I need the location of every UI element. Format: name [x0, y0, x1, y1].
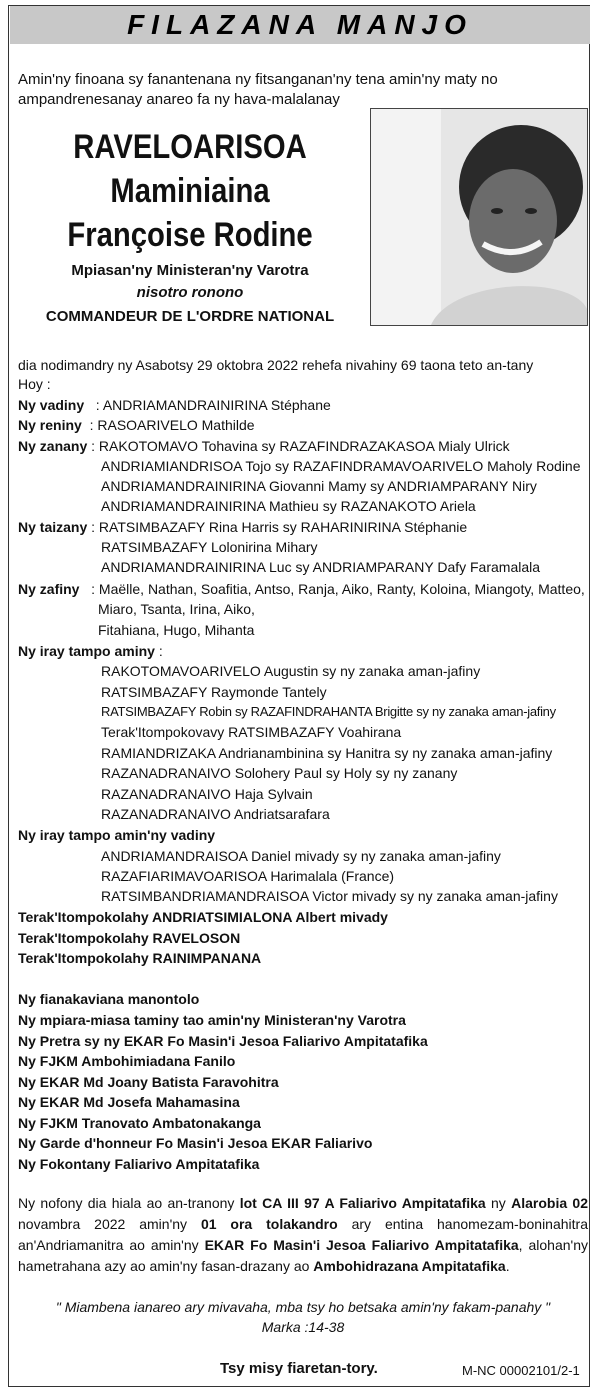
iray-tampo-vadiny-label: Ny iray tampo amin'ny vadiny — [18, 827, 216, 843]
group-item: Ny Garde d'honneur Fo Masin'i Jesoa EKAR Faliarivo — [18, 1135, 373, 1151]
iray-tampo-heading — [18, 642, 163, 660]
deceased-middlenames: Françoise Rodine — [67, 216, 313, 254]
intro-text: Amin'ny finoana sy fanantenana ny fitsanganan'ny tena amin'ny maty no ampandrenesanay anareo fa ny hava-malalanay — [18, 71, 498, 108]
group-item: Ny mpiara-miasa taminy tao amin'ny Ministeran'ny Varotra — [18, 1012, 406, 1028]
taizany-item: ANDRIAMANDRAINIRINA Luc sy ANDRIAMPARANY Dafy Faramalala — [101, 559, 541, 575]
iray-tampo-item: RAZANADRANAIVO Haja Sylvain — [101, 786, 313, 802]
zanany-item: RAKOTOMAVO Tohavina sy RAZAFINDRAZAKASOA Mialy Ulrick — [98, 438, 510, 454]
vadiny-label: Ny vadiny — [18, 397, 85, 413]
death-notice: dia nodimandry ny Asabotsy 29 oktobra 2022 rehefa nivahiny 69 taona teto an-tany — [18, 357, 534, 373]
deceased-surname: RAVELOARISOA — [73, 128, 307, 166]
iray-tampo-item: RATSIMBAZAFY Raymonde Tantely — [101, 684, 327, 700]
iray-tampo-sep: : — [158, 643, 163, 659]
reniny-sep: : — [85, 417, 98, 433]
terak-item: Terak'Itompokolahy RAVELOSON — [18, 930, 241, 946]
group-item: Ny fianakaviana manontolo — [18, 991, 200, 1007]
iray-tampo-vadiny-item: RATSIMBANDRIAMANDRAISOA Victor mivady sy ny zanaka aman-jafiny — [101, 888, 558, 904]
iray-tampo-item: RAZANADRANAIVO Solohery Paul sy Holy sy ny zanany — [101, 765, 458, 781]
group-item: Ny FJKM Ambohimiadana Fanilo — [18, 1053, 236, 1069]
iray-tampo-item: RAKOTOMAVOARIVELO Augustin sy ny zanaka aman-jafiny — [101, 663, 481, 679]
iray-tampo-item: RAMIANDRIZAKA Andrianambinina sy Hanitra sy ny zanaka aman-jafiny — [101, 745, 553, 761]
iray-tampo-label: Ny iray tampo aminy — [18, 643, 155, 659]
iray-tampo-item: RAZANADRANAIVO Andriatsarafara — [101, 806, 330, 822]
zafiny-label: Ny zafiny — [18, 581, 80, 597]
group-item: Ny EKAR Md Joany Batista Faravohitra — [18, 1074, 279, 1090]
group-item: Ny EKAR Md Josefa Mahamasina — [18, 1094, 240, 1110]
vadiny-sep: : — [88, 397, 103, 413]
quote-reference: Marka :14-38 — [261, 1319, 345, 1335]
closing-text: , alohan'ny hametrahana azy ao amin'ny fasan-drazany ao — [18, 1237, 588, 1274]
group-item: Ny Pretra sy ny EKAR Fo Masin'i Jesoa Faliarivo Ampitatafika — [18, 1033, 428, 1049]
header-title: FILAZANA MANJO — [127, 9, 473, 40]
terak-item: Terak'Itompokolahy RAINIMPANANA — [18, 950, 262, 966]
deceased-firstname: Maminiaina — [110, 172, 270, 210]
zafiny-row — [18, 580, 585, 598]
closing-church: EKAR Fo Masin'i Jesoa Faliarivo Ampitatafika — [204, 1237, 519, 1253]
iray-tampo-item: Terak'Itompokovavy RATSIMBAZAFY Voahirana — [101, 724, 402, 740]
funeral-details — [18, 1193, 588, 1277]
vadiny-name: ANDRIAMANDRAINIRINA Stéphane — [102, 397, 331, 413]
taizany-row — [18, 518, 467, 536]
hoy-label: Hoy : — [18, 376, 51, 392]
taizany-sep: : — [91, 519, 99, 535]
reference-code: M-NC 00002101/2-1 — [462, 1363, 580, 1378]
deceased-honor: COMMANDEUR DE L'ORDRE NATIONAL — [45, 308, 335, 325]
deceased-portrait — [370, 108, 588, 326]
taizany-label: Ny taizany — [18, 519, 88, 535]
closing-address: lot CA III 97 A Faliarivo Ampitatafika — [239, 1195, 486, 1211]
group-item: Ny FJKM Tranovato Ambatonakanga — [18, 1115, 261, 1131]
closing-text: ary entina hanomezam-boninahitra an'Andriamanitra ao amin'ny — [18, 1216, 588, 1253]
closing-text: Ny nofony dia hiala ao an-tranony — [18, 1195, 240, 1211]
iray-tampo-vadiny-item: ANDRIAMANDRAISOA Daniel mivady sy ny zanaka aman-jafiny — [101, 848, 501, 864]
bible-quote — [18, 1297, 588, 1337]
zanany-item: ANDRIAMANDRAINIRINA Mathieu sy RAZANAKOTO Ariela — [101, 498, 476, 514]
group-item: Ny Fokontany Faliarivo Ampitatafika — [18, 1156, 260, 1172]
taizany-item: RATSIMBAZAFY Lolonirina Mihary — [101, 539, 318, 555]
zafiny-item: Miaro, Tsanta, Irina, Aiko, — [98, 601, 255, 617]
zafiny-sep: : — [83, 581, 99, 597]
taizany-item: RATSIMBAZAFY Rina Harris sy RAHARINIRINA Stéphanie — [98, 519, 468, 535]
reniny-label: Ny reniny — [18, 417, 82, 433]
closing-text: . — [505, 1258, 510, 1274]
closing-cemetery: Ambohidrazana Ampitatafika — [313, 1258, 506, 1274]
reniny-name: RASOARIVELO Mathilde — [97, 417, 255, 433]
iray-tampo-vadiny-item: RAZAFIARIMAVOARISOA Harimalala (France) — [101, 868, 395, 884]
vadiny-row — [18, 396, 331, 414]
deceased-title: Mpiasan'ny Ministeran'ny Varotra — [71, 262, 309, 279]
zanany-item: ANDRIAMIANDRISOA Tojo sy RAZAFINDRAMAVOARIVELO Maholy Rodine — [101, 458, 581, 474]
zafiny-item: Maëlle, Nathan, Soafitia, Antso, Ranja, Aiko, Ranty, Koloina, Miangoty, Matteo, — [98, 581, 585, 597]
notice-header — [10, 6, 590, 44]
closing-day: Alarobia 02 — [511, 1195, 588, 1211]
iray-tampo-item: RATSIMBAZAFY Robin sy RAZAFINDRAHANTA Brigitte sy ny zanaka aman-jafiny — [101, 704, 556, 719]
zanany-item: ANDRIAMANDRAINIRINA Giovanni Mamy sy ANDRIAMPARANY Niry — [101, 478, 537, 494]
deceased-status: nisotro ronono — [136, 284, 244, 301]
reniny-row — [18, 416, 255, 434]
no-flowers-note: Tsy misy fiaretan-tory. — [220, 1360, 378, 1377]
closing-time: 01 ora tolakandro — [200, 1216, 338, 1232]
zafiny-item: Fitahiana, Hugo, Mihanta — [98, 622, 255, 638]
closing-text: ny — [485, 1195, 512, 1211]
closing-text: novambra 2022 amin'ny — [18, 1216, 201, 1232]
zanany-label: Ny zanany — [18, 438, 88, 454]
quote-text: " Miambena ianareo ary mivavaha, mba tsy ho betsaka amin'ny fakam-panahy " — [55, 1299, 551, 1315]
terak-item: Terak'Itompokolahy ANDRIATSIMIALONA Albert mivady — [18, 909, 388, 925]
zanany-row — [18, 437, 510, 455]
zanany-sep: : — [91, 438, 99, 454]
